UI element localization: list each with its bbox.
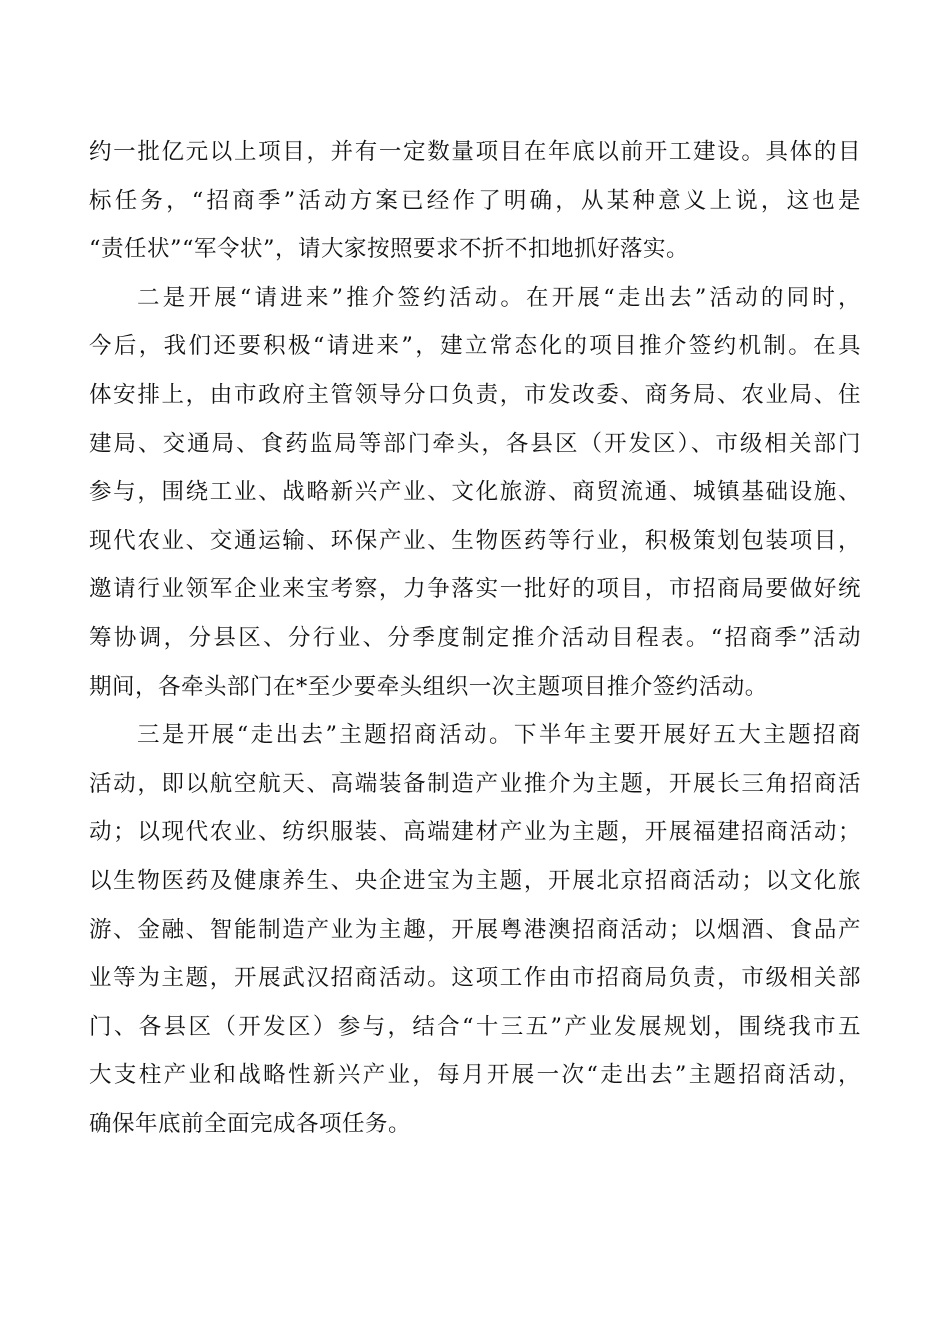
text-line: 现代农业、交通运输、环保产业、生物医药等行业，积极策划包装项目， bbox=[89, 527, 861, 554]
text-line: 大支柱产业和战略性新兴产业，每月开展一次“走出去”主题招商活动， bbox=[89, 1062, 861, 1089]
paragraph-continued-targets bbox=[89, 128, 861, 274]
text-line: 筹协调，分县区、分行业、分季度制定推介活动目程表。“招商季”活动 bbox=[89, 624, 861, 651]
text-line: 动；以现代农业、纺织服装、高端建材产业为主题，开展福建招商活动； bbox=[89, 819, 861, 846]
text-line: 门、各县区（开发区）参与，结合“十三五”产业发展规划，围绕我市五 bbox=[89, 1013, 861, 1040]
text-line: 业等为主题，开展武汉招商活动。这项工作由市招商局负责，市级相关部 bbox=[89, 965, 861, 992]
text-line: 今后，我们还要积极“请进来”，建立常态化的项目推介签约机制。在具 bbox=[89, 333, 861, 360]
document-body bbox=[89, 128, 861, 1148]
text-line: 约一批亿元以上项目，并有一定数量项目在年底以前开工建设。具体的目 bbox=[89, 139, 861, 165]
text-line: 游、金融、智能制造产业为主趣，开展粤港澳招商活动；以烟酒、食品产 bbox=[89, 916, 861, 943]
text-line: 建局、交通局、食药监局等部门牵头，各县区（开发区）、市级相关部门 bbox=[89, 430, 861, 457]
text-line: “责任状”“军令状”，请大家按照要求不折不扣地抓好落实。 bbox=[89, 236, 690, 263]
text-line: 以生物医药及健康养生、央企进宝为主题，开展北京招商活动；以文化旅 bbox=[89, 867, 861, 894]
text-line: 参与，围绕工业、战略新兴产业、文化旅游、商贸流通、城镇基础设施、 bbox=[89, 479, 861, 506]
text-line: 期间，各牵头部门在*至少要牵头组织一次主题项目推介签约活动。 bbox=[89, 673, 768, 700]
text-line: 邀请行业领军企业来宝考察，力争落实一批好的项目，市招商局要做好统 bbox=[89, 576, 861, 603]
text-line: 体安排上，由市政府主管领导分口负责，市发改委、商务局、农业局、住 bbox=[89, 381, 861, 408]
paragraph-invite-in bbox=[89, 274, 861, 711]
text-line: 确保年底前全面完成各项任务。 bbox=[89, 1110, 412, 1137]
text-line: 二是开展“请进来”推介签约活动。在开展“走出去”活动的同时， bbox=[137, 284, 861, 311]
text-line: 三是开展“走出去”主题招商活动。下半年主要开展好五大主题招商 bbox=[137, 722, 861, 749]
text-line: 活动，即以航空航天、高端装备制造产业推介为主题，开展长三角招商活 bbox=[89, 770, 861, 797]
paragraph-go-out bbox=[89, 711, 861, 1148]
text-line: 标任务，“招商季”活动方案已经作了明确，从某种意义上说，这也是 bbox=[89, 187, 861, 214]
